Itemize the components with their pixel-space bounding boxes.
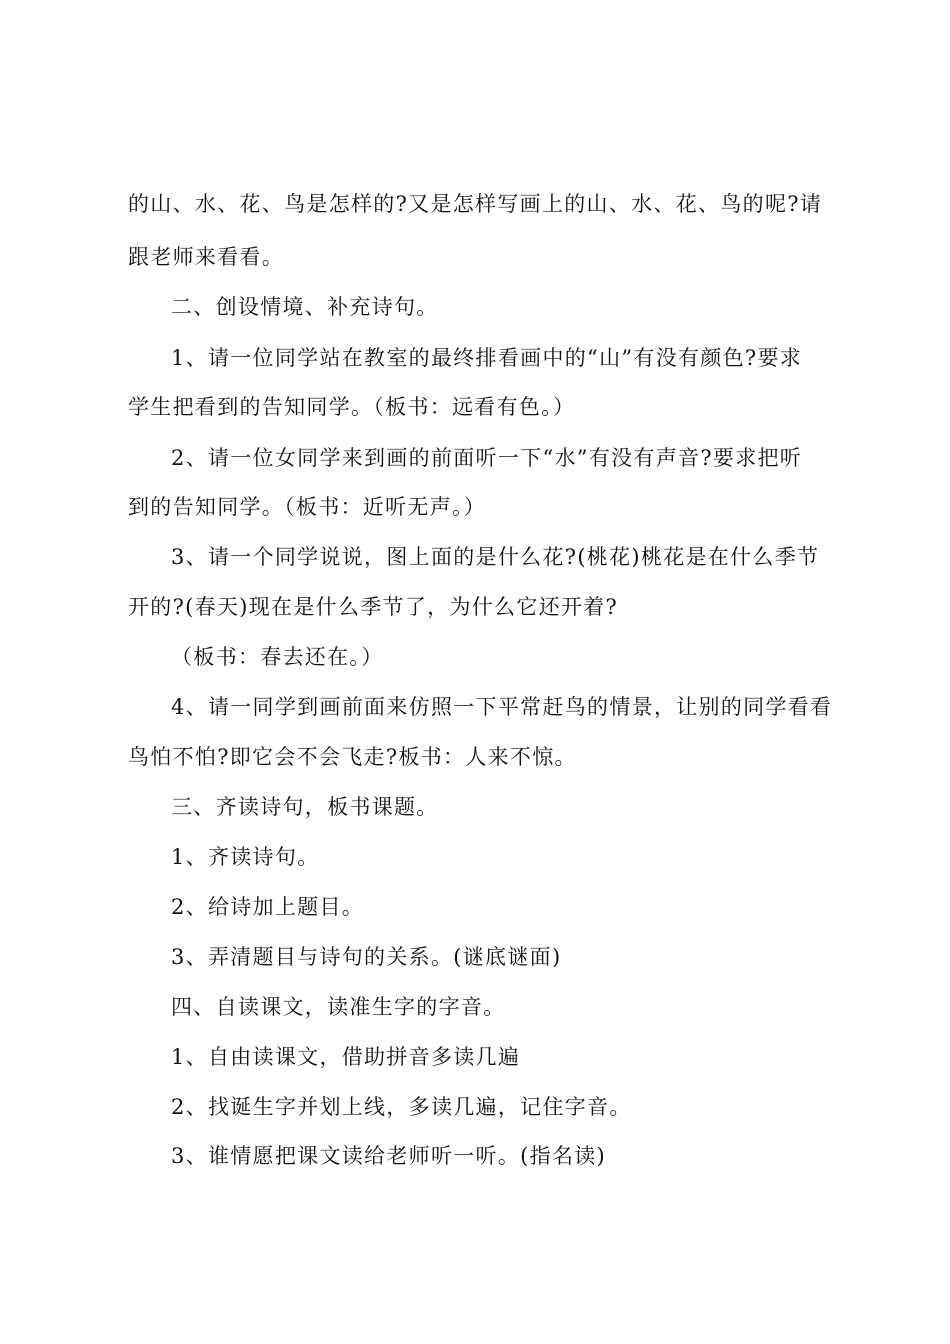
paragraph-line: 到的告知同学。（板书：近听无声。） (128, 495, 487, 519)
paragraph-line: （板书：春去还在。） (171, 645, 384, 669)
paragraph-line: 4、请一同学到画前面来仿照一下平常赶鸟的情景，让别的同学看看 (171, 695, 833, 719)
paragraph-line: 跟老师来看看。 (128, 245, 285, 269)
list-item: 1、自由读课文，借助拼音多读几遍 (171, 1045, 521, 1069)
list-item: 3、弄清题目与诗句的关系。(谜底谜面) (171, 945, 562, 969)
paragraph-line: 开的?(春天)现在是什么季节了，为什么它还开着? (128, 595, 619, 619)
paragraph-line: 3、请一个同学说说，图上面的是什么花?(桃花)桃花是在什么季节 (171, 545, 820, 569)
section-heading: 四、自读课文，读准生字的字音。 (171, 995, 506, 1019)
list-item: 2、给诗加上题目。 (171, 895, 365, 919)
paragraph-line: 2、请一位女同学来到画的前面听一下“水”有没有声音?要求把听 (171, 446, 803, 470)
list-item: 2、找诞生字并划上线，多读几遍，记住字音。 (171, 1095, 632, 1119)
paragraph-line: 鸟怕不怕?即它会不会飞走?板书：人来不惊。 (128, 745, 577, 769)
list-item: 3、谁情愿把课文读给老师听一听。(指名读) (171, 1144, 607, 1168)
list-item: 1、齐读诗句。 (171, 845, 320, 869)
section-heading: 三、齐读诗句，板书课题。 (171, 795, 439, 819)
paragraph-line: 1、请一位同学站在教室的最终排看画中的“山”有没有颜色?要求 (171, 346, 803, 370)
section-heading: 二、创设情境、补充诗句。 (171, 295, 439, 319)
paragraph-line: 的山、水、花、鸟是怎样的?又是怎样写画上的山、水、花、鸟的呢?请 (128, 192, 823, 216)
paragraph-line: 学生把看到的告知同学。（板书：远看有色。） (128, 395, 576, 419)
